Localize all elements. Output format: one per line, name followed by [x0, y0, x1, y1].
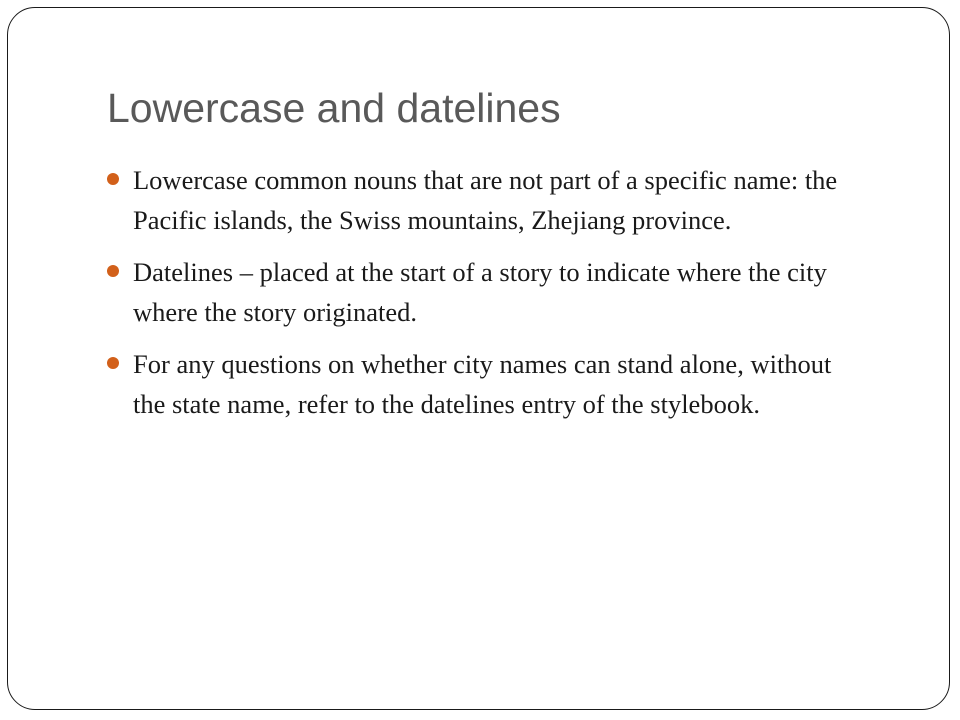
bullet-item	[107, 252, 867, 332]
bullet-text: Lowercase common nouns that are not part of a specific name: the Pacific islands, the Swiss mountains, Zhejiang province.	[133, 165, 838, 235]
bullet-list	[107, 160, 867, 436]
bullet-item	[107, 344, 867, 424]
bullet-text: Datelines – placed at the start of a story to indicate where the city where the story originated.	[133, 257, 827, 327]
bullet-item	[107, 160, 867, 240]
bullet-dot-icon	[107, 173, 119, 185]
slide-title: Lowercase and datelines	[107, 85, 561, 131]
bullet-dot-icon	[107, 357, 119, 369]
bullet-text: For any questions on whether city names can stand alone, without the state name, refer to the datelines entry of the stylebook.	[133, 349, 832, 419]
bullet-dot-icon	[107, 265, 119, 277]
